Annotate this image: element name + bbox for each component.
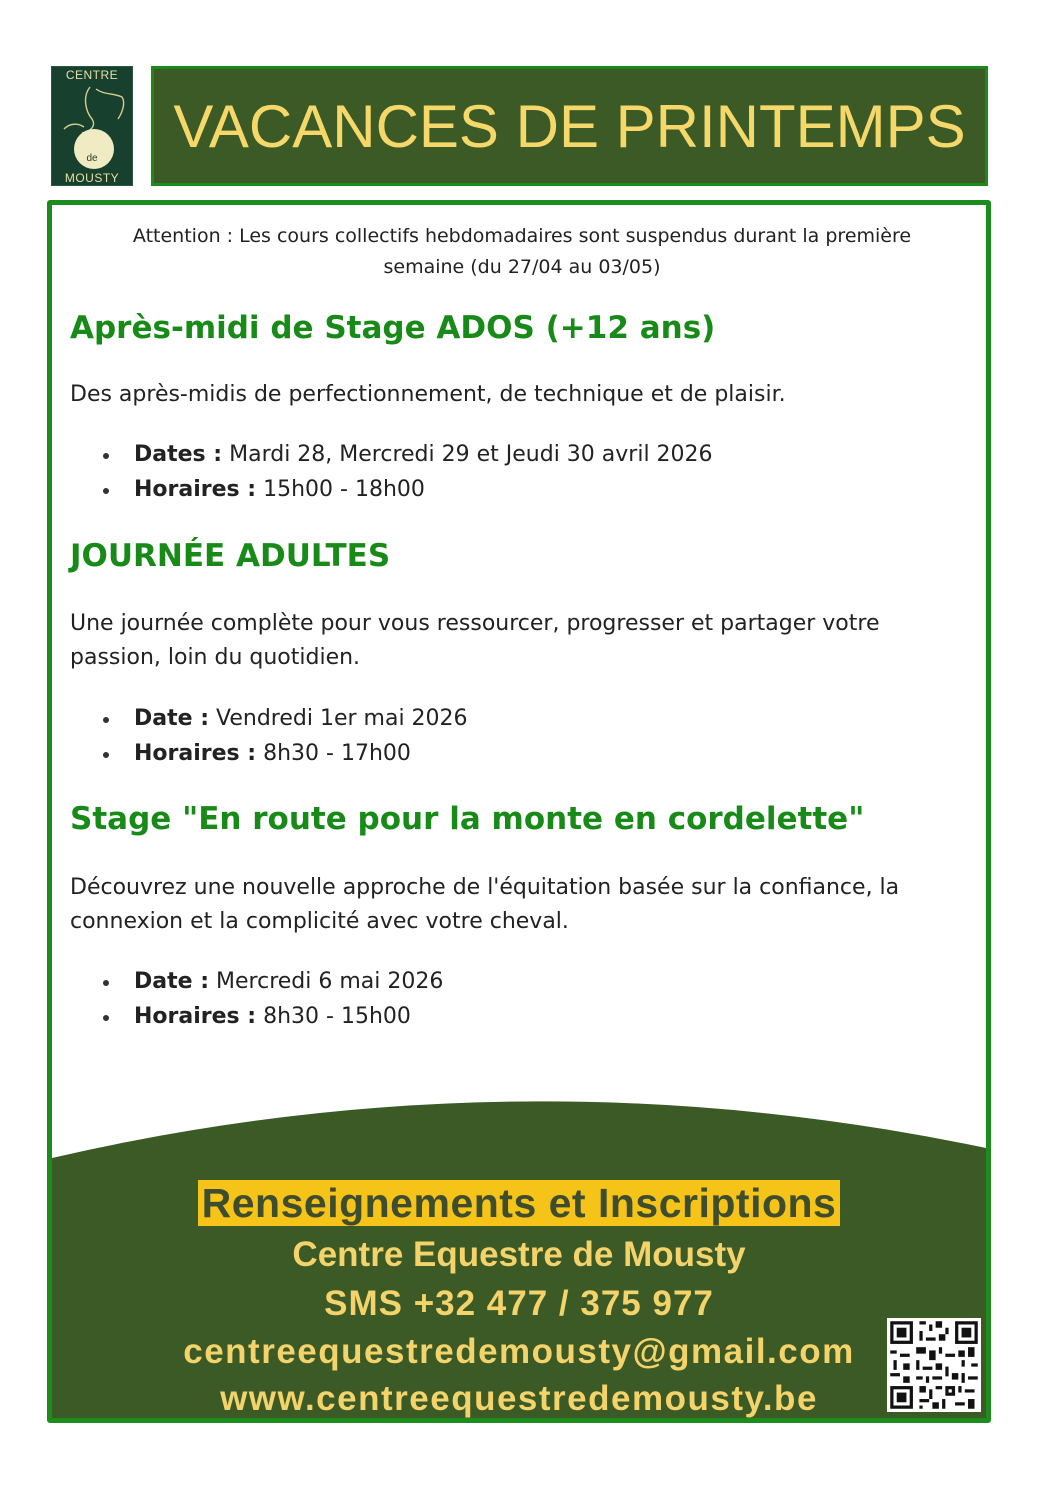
footer-sms[interactable]: SMS +32 477 / 375 977 <box>324 1284 714 1323</box>
list-item <box>134 472 713 507</box>
section-title-cordelette: Stage "En route pour la monte en cordelette" <box>70 801 865 837</box>
footer-center-name: Centre Equestre de Mousty <box>292 1235 746 1274</box>
details-list-ados <box>70 437 713 507</box>
page-title: VACANCES DE PRINTEMPS <box>173 92 966 160</box>
horse-rider-icon <box>52 67 134 187</box>
item-value: 8h30 - 15h00 <box>263 1004 411 1029</box>
list-item <box>134 437 713 472</box>
item-label: Horaires : <box>134 741 257 766</box>
section-title-adultes: JOURNÉE ADULTES <box>70 538 391 574</box>
list-item <box>134 999 443 1034</box>
logo <box>51 66 133 186</box>
footer-heading-text: Renseignements et Inscriptions <box>198 1180 841 1226</box>
item-value: 15h00 - 18h00 <box>263 477 425 502</box>
item-label: Date : <box>134 706 210 731</box>
footer-heading <box>52 1180 986 1227</box>
section-description-ados: Des après-midis de perfectionnement, de technique et de plaisir. <box>70 382 786 407</box>
section-description-adultes: Une journée complète pour vous ressourcer, progresser et partager votre passion, loin du quotidien. <box>70 611 880 670</box>
item-value: Mardi 28, Mercredi 29 et Jeudi 30 avril 2026 <box>229 442 713 467</box>
item-value: Mercredi 6 mai 2026 <box>216 969 444 994</box>
details-list-adultes <box>70 701 468 771</box>
section-description-cordelette: Découvrez une nouvelle approche de l'équitation basée sur la confiance, la connexion et la complicité avec votre cheval. <box>70 875 900 934</box>
list-item <box>134 736 468 771</box>
item-value: Vendredi 1er mai 2026 <box>216 706 468 731</box>
item-label: Dates : <box>134 442 223 467</box>
item-label: Horaires : <box>134 1004 257 1029</box>
item-label: Date : <box>134 969 210 994</box>
title-banner <box>151 66 988 186</box>
item-value: 8h30 - 17h00 <box>263 741 411 766</box>
list-item <box>134 701 468 736</box>
list-item <box>134 964 443 999</box>
section-title-ados: Après-midi de Stage ADOS (+12 ans) <box>70 310 716 346</box>
notice-text: Attention : Les cours collectifs hebdomadaires sont suspendus durant la première semaine (du 27/04 au 03/05) <box>132 225 912 278</box>
content-frame <box>47 200 991 1423</box>
item-label: Horaires : <box>134 477 257 502</box>
details-list-cordelette <box>70 964 443 1034</box>
logo-bottom-text: MOUSTY <box>64 171 120 185</box>
qr-code-icon[interactable] <box>887 1318 981 1412</box>
footer-website-link[interactable]: www.centreequestredemousty.be <box>220 1379 818 1418</box>
footer-email-link[interactable]: centreequestredemousty@gmail.com <box>183 1332 855 1371</box>
logo-top-text: CENTRE <box>65 68 119 82</box>
logo-middle-text: de <box>86 153 98 164</box>
